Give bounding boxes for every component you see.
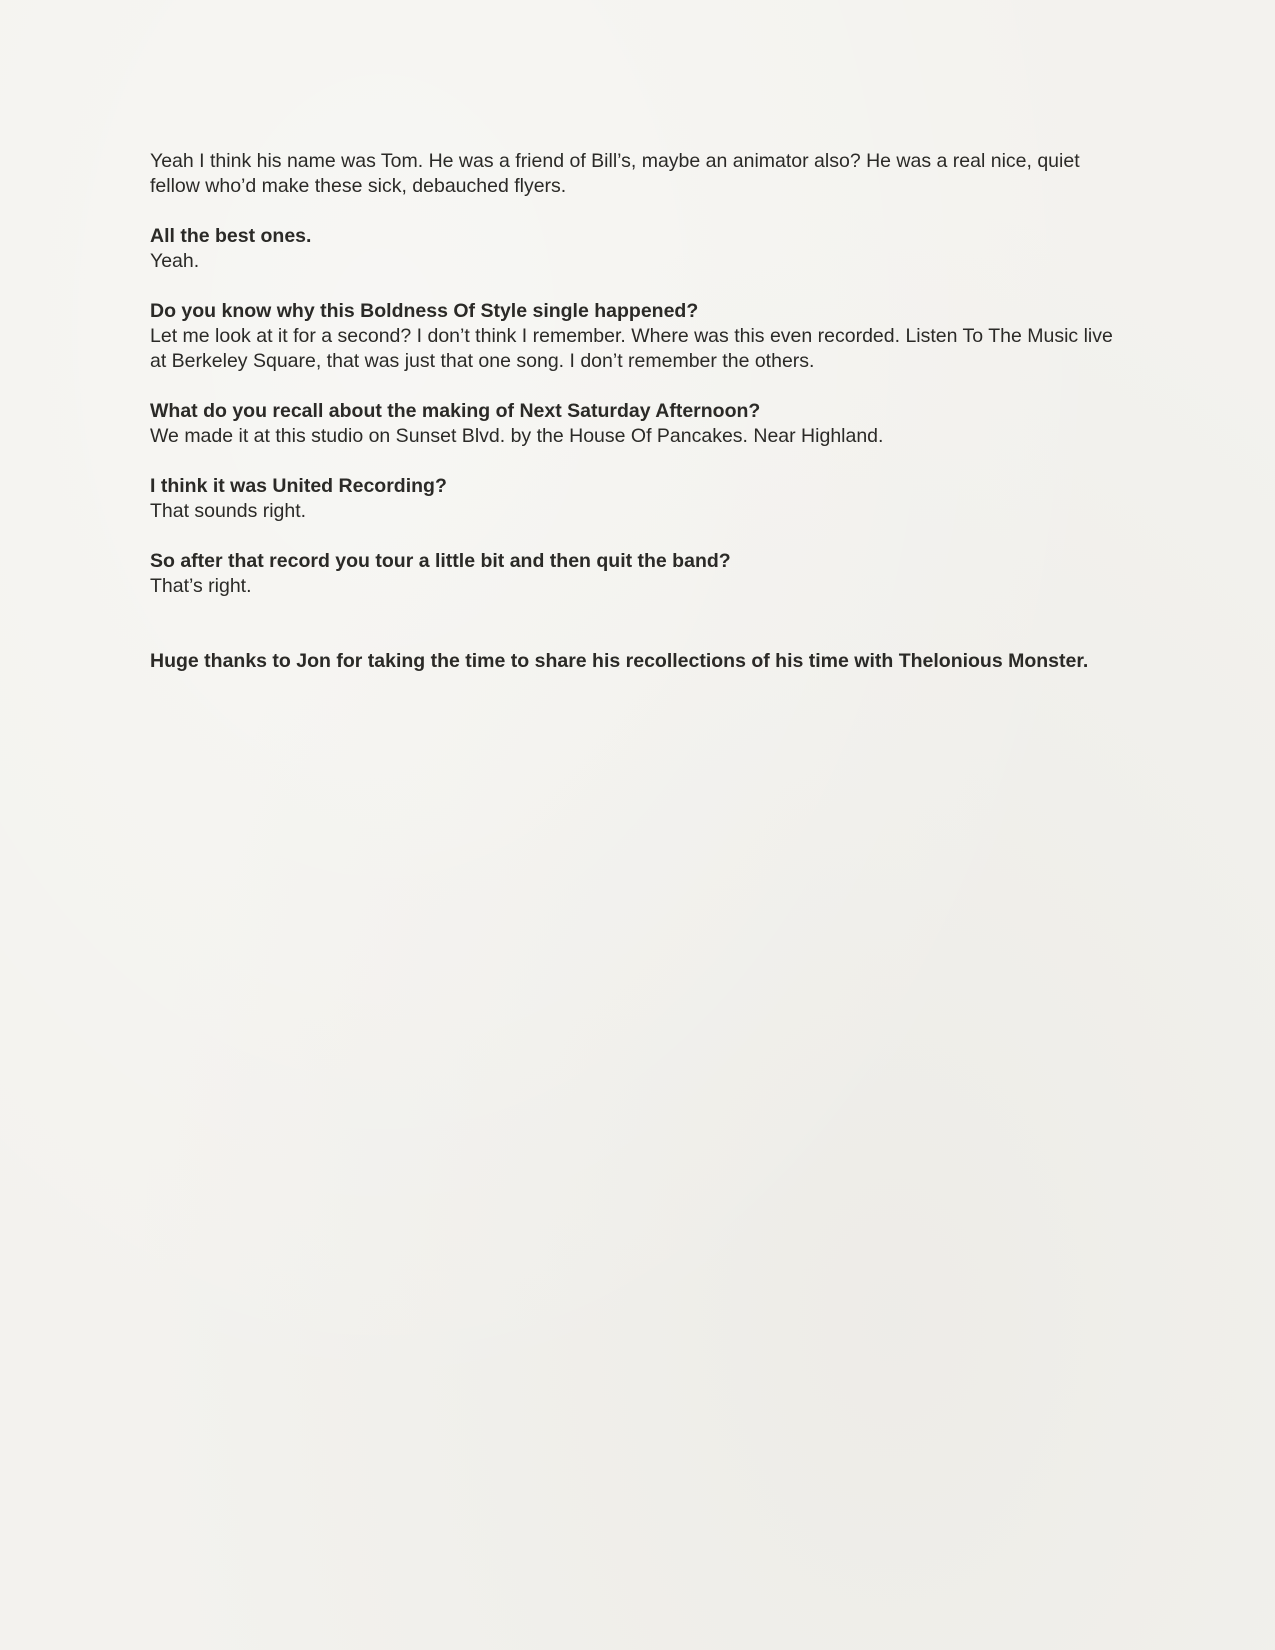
question-text: All the best ones. <box>150 225 312 247</box>
closing-thanks: Huge thanks to Jon for taking the time to share his recollections of his time with Thelonious Monster. <box>150 650 1089 672</box>
intro-paragraph: Yeah I think his name was Tom. He was a friend of Bill’s, maybe an animator also? He was a real nice, quiet fellow who’d make these sick, debauched flyers. <box>150 150 1080 197</box>
answer-text: Yeah. <box>150 250 200 272</box>
interview-body <box>150 149 1130 674</box>
qa-block <box>150 224 1130 274</box>
question-text: I think it was United Recording? <box>150 475 447 497</box>
intro-block <box>150 149 1130 199</box>
answer-text: That’s right. <box>150 575 252 597</box>
question-text: What do you recall about the making of Next Saturday Afternoon? <box>150 400 761 422</box>
answer-text: That sounds right. <box>150 500 307 522</box>
answer-text: Let me look at it for a second? I don’t think I remember. Where was this even recorded. Listen To The Music live at Berkeley Square, that was just that one song. I don’t remember the others. <box>150 325 1113 372</box>
qa-block <box>150 299 1130 374</box>
question-text: So after that record you tour a little bit and then quit the band? <box>150 550 731 572</box>
qa-block <box>150 549 1130 599</box>
question-text: Do you know why this Boldness Of Style single happened? <box>150 300 699 322</box>
answer-text: We made it at this studio on Sunset Blvd. by the House Of Pancakes. Near Highland. <box>150 425 884 447</box>
qa-block <box>150 399 1130 449</box>
qa-block <box>150 474 1130 524</box>
